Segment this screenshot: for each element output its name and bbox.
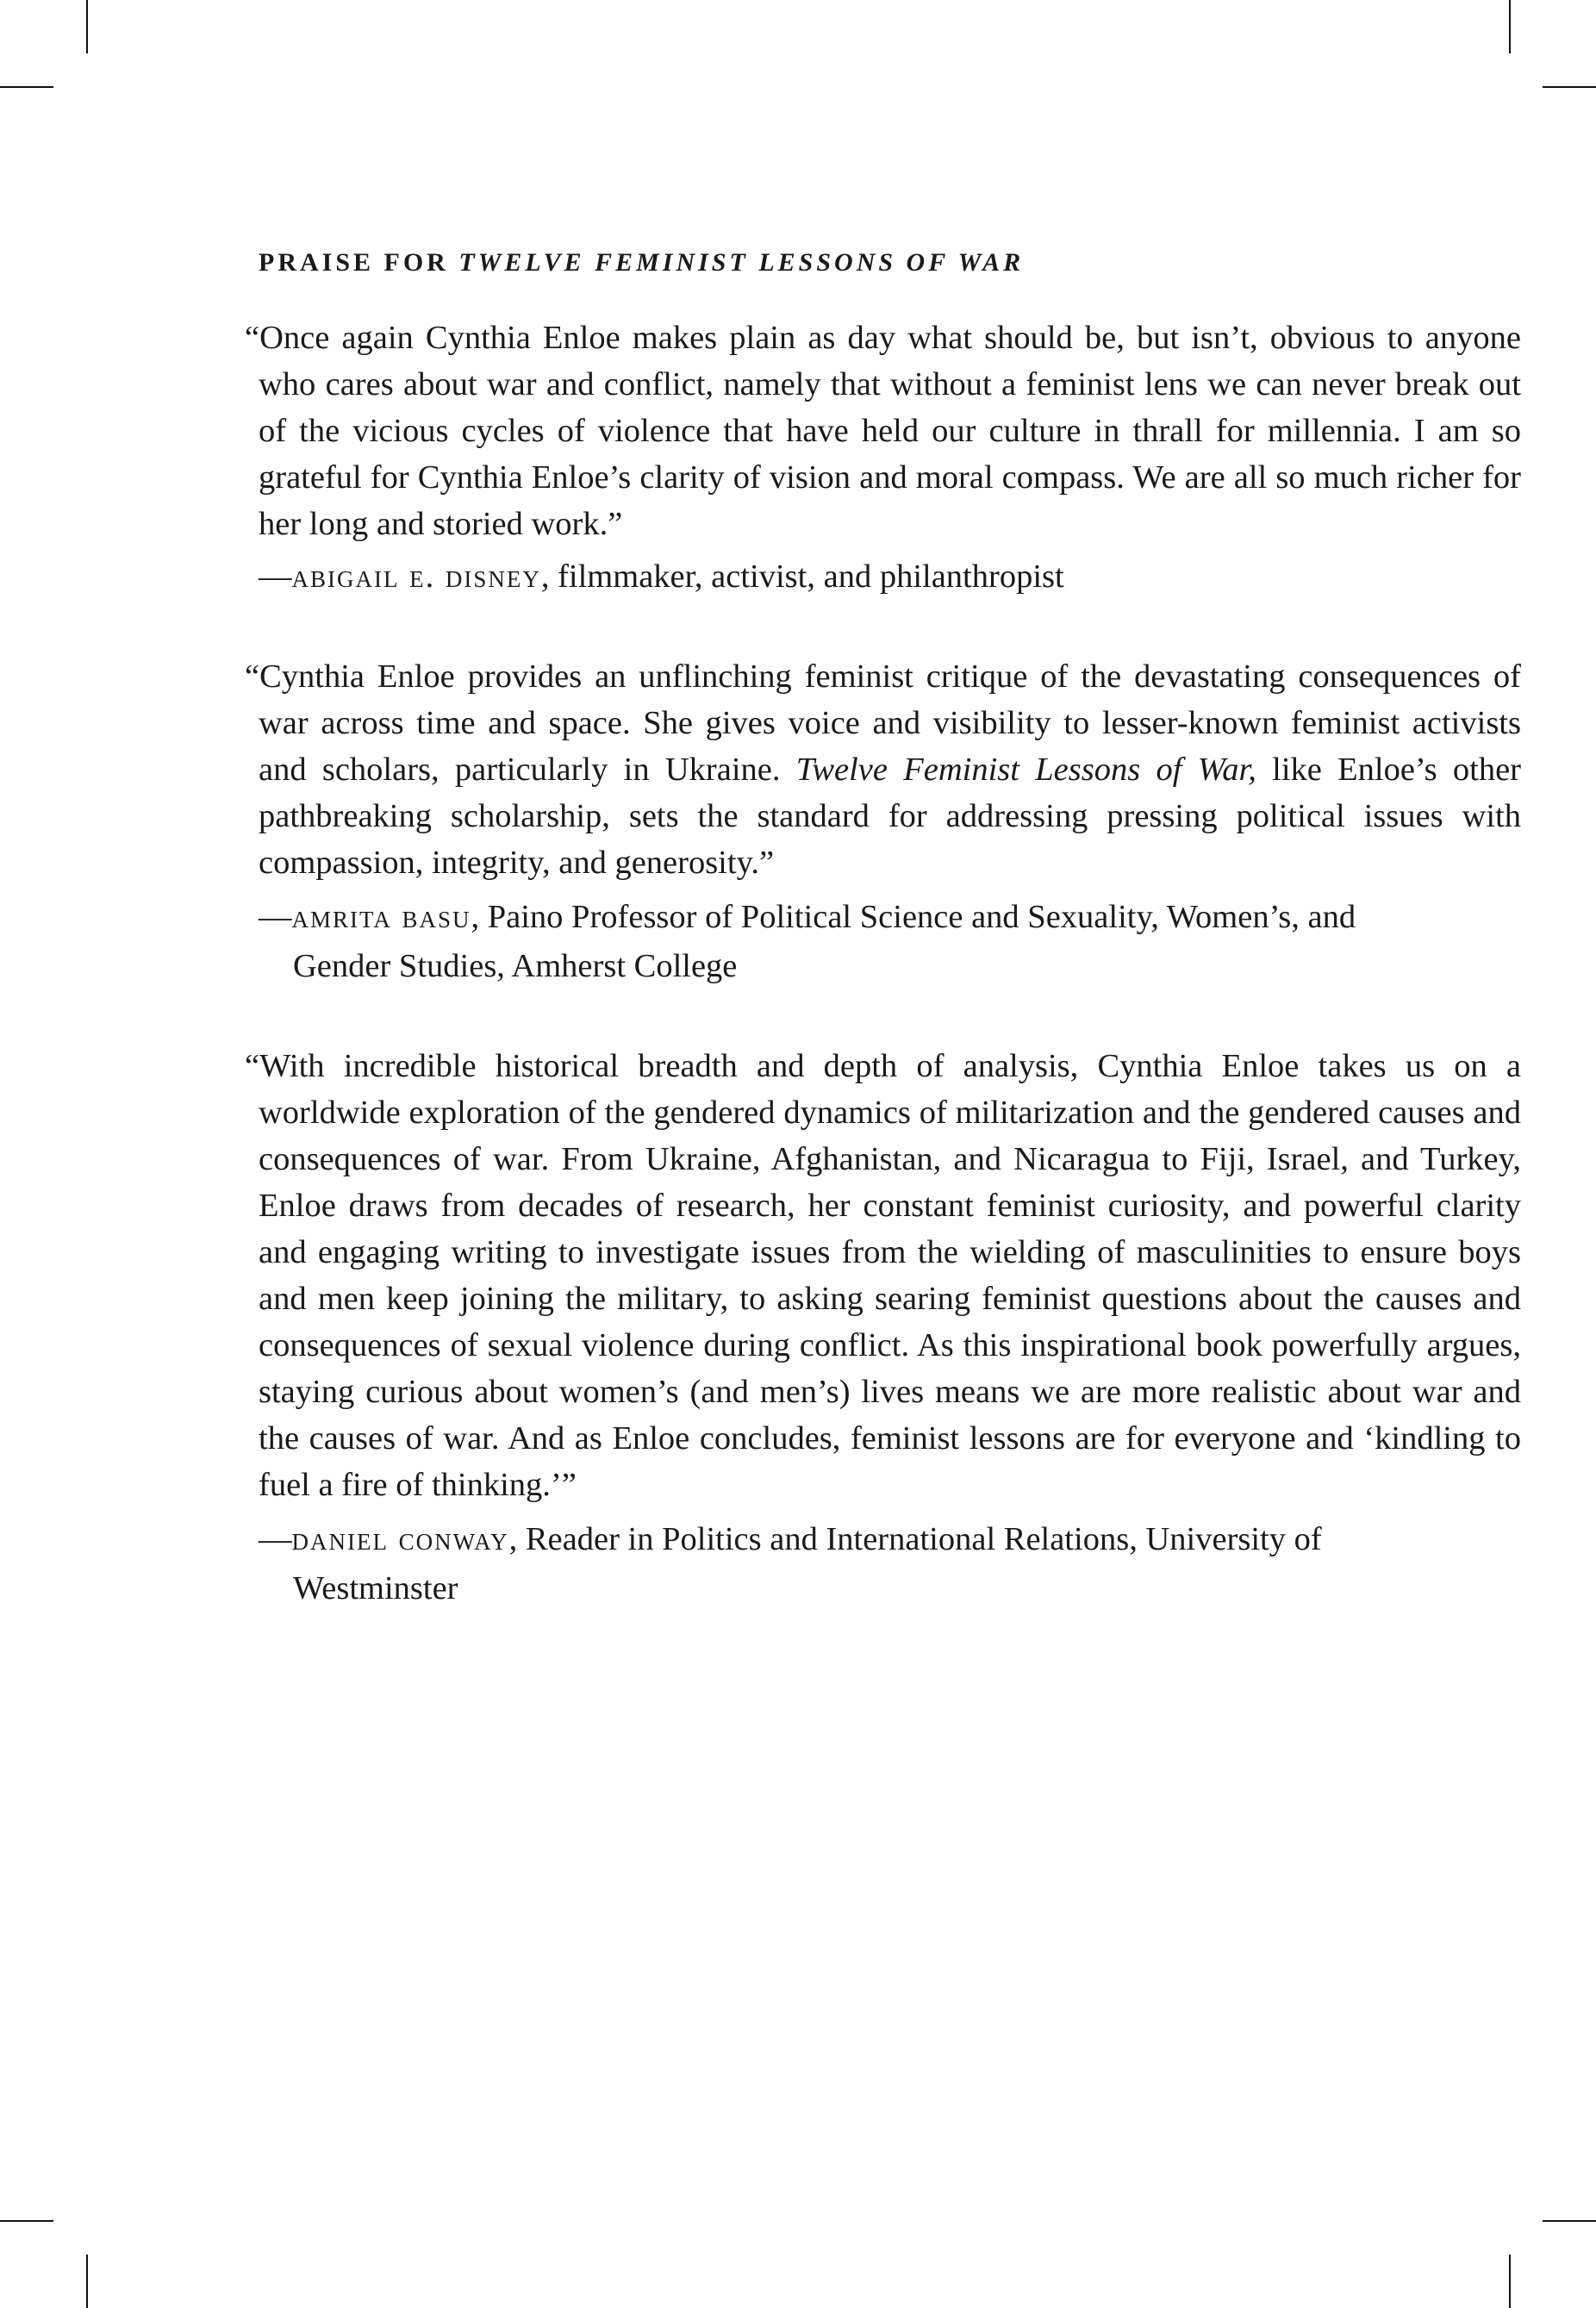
attribution-dash: — [259, 899, 292, 935]
quote-text: “Cynthia Enloe provides an unflinching feminist critique of the devastating consequences of war across time and space. She gives voice and visibility to lesser-known feminist activists and scholars, particularly in Ukraine. [245, 658, 1521, 788]
heading-book-title: TWELVE FEMINIST LESSONS OF WAR [458, 248, 1025, 277]
attribution-name: amrita basu [291, 899, 471, 935]
blurb [244, 315, 1521, 602]
crop-mark [0, 2220, 53, 2222]
crop-mark [1509, 0, 1511, 53]
blurb-quote [245, 653, 1521, 886]
crop-mark [1509, 2255, 1511, 2308]
attribution-role: , Paino Professor of Political Science and Sexuality, Women’s, and Gender Studies, Amherst College [293, 899, 1356, 984]
crop-mark [86, 2255, 88, 2308]
crop-mark [1543, 86, 1596, 88]
attribution-role: , Reader in Politics and International Relations, University of Westminster [293, 1521, 1322, 1606]
quote-text: like Enloe’s other pathbreaking scholarship, sets the standard for addressing pressing political issues with compassion, integrity, and generosity.” [259, 752, 1521, 881]
crop-mark [1543, 2220, 1596, 2222]
attribution-name: abigail e. disney [291, 558, 541, 595]
crop-mark [86, 0, 88, 53]
page-heading [259, 246, 1278, 280]
blurb-attribution [259, 893, 1370, 991]
blurb-attribution [259, 1515, 1370, 1613]
attribution-name: daniel conway [291, 1521, 509, 1557]
attribution-dash: — [259, 558, 292, 595]
blurb-attribution [259, 552, 1370, 602]
quote-book-title: Twelve Feminist Lessons of War, [795, 752, 1256, 788]
heading-prefix: PRAISE FOR [259, 248, 459, 277]
blurb-quote: “With incredible historical breadth and depth of analysis, Cynthia Enloe takes us on a worldwide exploration of the gendered dynamics of militarization and the gendered causes and consequences of war. From Ukraine, Afghanistan, and Nicaragua to Fiji, Israel, and Turkey, Enloe draws from decades of research, her constant feminist curiosity, and powerful clarity and engaging writing to investigate issues from the wielding of masculinities to ensure boys and men keep joining the military, to asking searing feminist questions about the causes and consequences of sexual violence during conflict. As this inspirational book powerfully argues, staying curious about women’s (and men’s) lives means we are more realistic about war and the causes of war. And as Enloe concludes, feminist lessons are for everyone and ‘kindling to fuel a fire of thinking.’” [245, 1048, 1521, 1503]
attribution-dash: — [259, 1521, 292, 1557]
crop-mark [0, 86, 53, 88]
attribution-role: , filmmaker, activist, and philanthropist [540, 558, 1064, 595]
blurb [244, 1043, 1521, 1613]
praise-page [244, 246, 1521, 1665]
blurb [244, 653, 1521, 991]
blurb-quote: “Once again Cynthia Enloe makes plain as day what should be, but isn’t, obvious to anyone who cares about war and conflict, namely that without a feminist lens we can never break out of the vicious cycles of violence that have held our culture in thrall for millennia. I am so grateful for Cynthia Enloe’s clarity of vision and moral compass. We are all so much richer for her long and storied work.” [245, 320, 1521, 542]
